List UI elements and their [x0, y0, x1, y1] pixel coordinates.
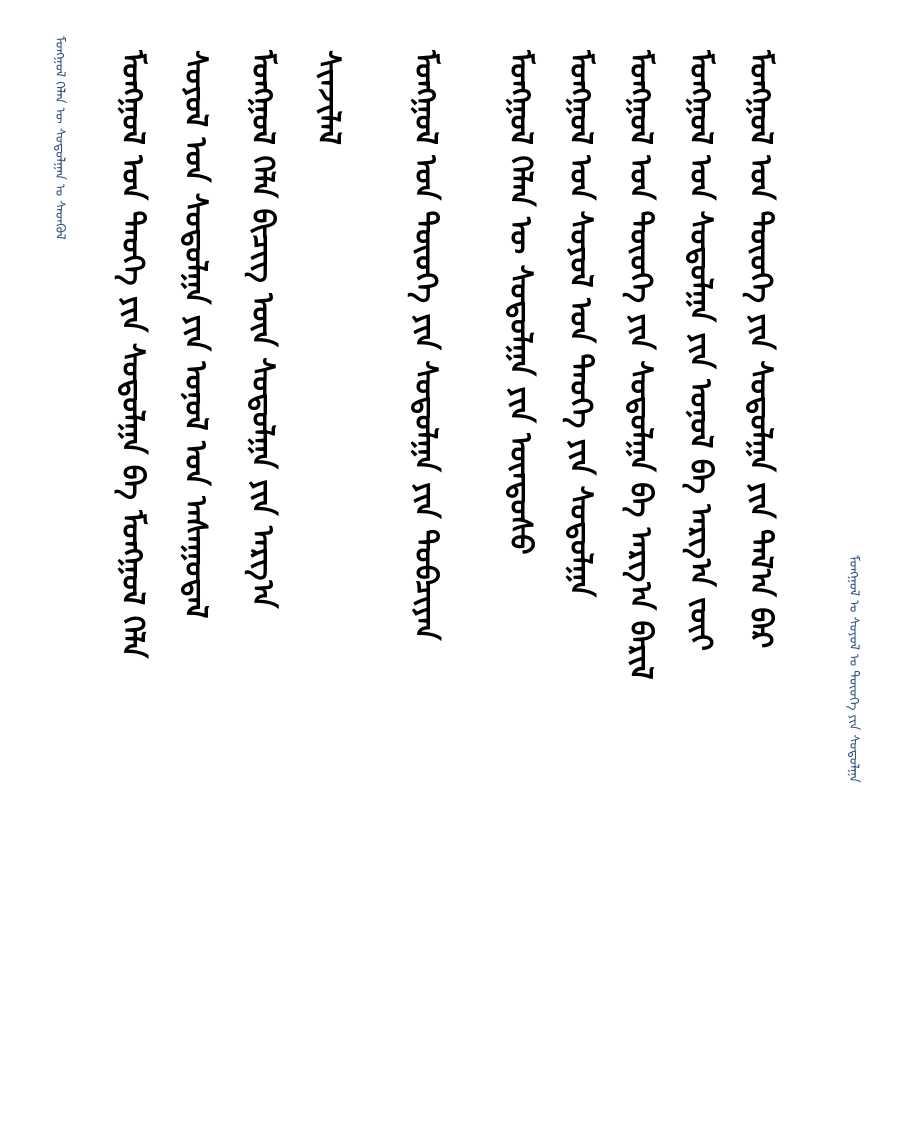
text-column-8: ᠮᠣᠩᠭᠣᠯ ᠤᠨ ᠲᠦᠦᠬᠡ ᠶᠢᠨ ᠰᠤᠳᠤᠯᠭᠠ ᠪᠠ ᠠᠷᠭ᠎ᠠ ᠪᠠᠷᠢᠯ — [623, 50, 658, 680]
running-header-left: ᠮᠣᠩᠭᠣᠯ ᠬᠡᠯᠡᠨ ᠦ ᠰᠣᠳᠤᠯᠭᠠᠨ ᠤ ᠰᠡᠳᠬᠦᠯ — [52, 36, 67, 240]
text-column-2: ᠰᠣᠶᠣᠯ ᠤᠨ ᠰᠤᠳᠤᠯᠭᠠ ᠶᠢᠨ ᠣᠨᠣᠯ ᠤᠨ ᠠᠰᠠᠭᠤᠳᠠᠯ — [178, 50, 213, 619]
text-column-7: ᠮᠣᠩᠭᠣᠯ ᠤᠨ ᠰᠣᠶᠣᠯ ᠤᠨ ᠲᠡᠦᠬᠡ ᠶᠢᠨ ᠰᠤᠳᠤᠯᠭᠠ — [563, 50, 598, 598]
text-column-9: ᠮᠣᠩᠭᠣᠯ ᠤᠨ ᠰᠤᠳᠤᠯᠭᠠ ᠶᠢᠨ ᠣᠨᠣᠯ ᠪᠠ ᠠᠷᠭ᠎ᠠ ᠵᠦᠢ — [683, 50, 718, 651]
text-column-3: ᠮᠣᠩᠭᠣᠯ ᠬᠡᠯᠡ ᠪᠢᠴᠢᠭ ᠦᠨ ᠰᠤᠳᠤᠯᠭᠠ ᠶᠢᠨ ᠠᠷᠭ᠎ᠠ — [245, 50, 280, 609]
text-column-1: ᠮᠣᠩᠭᠣᠯ ᠤᠨ ᠲᠡᠦᠬᠡ ᠶᠢᠨ ᠰᠤᠳᠤᠯᠭᠠ ᠪᠠ ᠮᠣᠩᠭᠣᠯ ᠬᠡᠯᠡ — [115, 50, 150, 659]
text-column-10: ᠮᠣᠩᠭᠣᠯ ᠤᠨ ᠲᠦᠦᠬᠡ ᠶᠢᠨ ᠰᠤᠳᠤᠯᠭᠠ ᠶᠢᠨ ᠲᠠᠯ᠎ᠠ ᠪᠠᠷ — [743, 50, 778, 649]
text-column-5: ᠮᠣᠩᠭᠣᠯ ᠤᠨ ᠲᠦᠦᠬᠡ ᠶᠢᠨ ᠰᠤᠳᠤᠯᠭᠠ ᠶᠢᠨ ᠲᠣᠪᠴᠢᠶᠠᠨ — [408, 50, 443, 641]
text-column-4: ᠰᠢᠨᠵᠢᠯᠡᠯ — [311, 50, 346, 146]
text-column-6: ᠮᠣᠩᠭᠣᠯ ᠬᠡᠯᠡᠨ ᠦ ᠰᠤᠳᠤᠯᠭᠠ ᠶᠢᠨ ᠦᠨᠳᠦᠰᠦ — [503, 50, 538, 555]
running-header-right: ᠮᠣᠩᠭᠣᠯ ᠤ ᠰᠣᠶᠣᠯ ᠤ ᠲᠦᠦᠬᠡ ᠶᠢᠨ ᠰᠤᠳᠤᠯᠭᠠ — [846, 555, 861, 783]
